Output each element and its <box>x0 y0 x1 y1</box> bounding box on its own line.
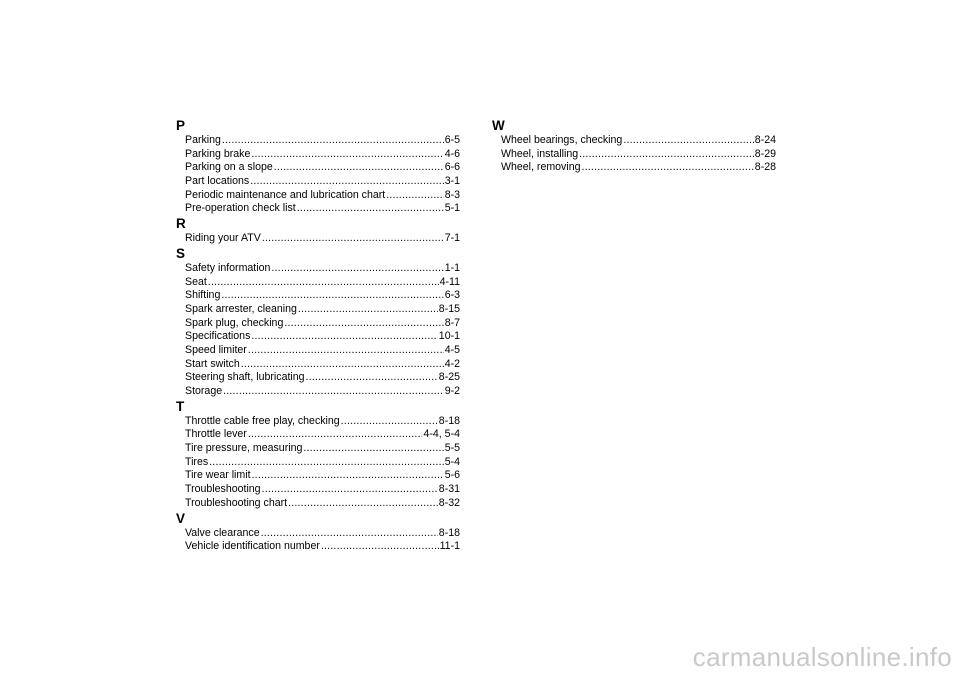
index-entry-label: Wheel, installing <box>501 147 579 160</box>
index-entry <box>176 371 460 385</box>
index-entry <box>492 161 776 175</box>
index-entry <box>176 175 460 189</box>
index-entry-page: 8-31 <box>438 483 460 496</box>
index-entry-label: Parking on a slope <box>185 161 273 174</box>
index-entry <box>176 527 460 541</box>
dot-leader <box>223 385 444 399</box>
index-entry-label: Specifications <box>185 330 251 343</box>
index-entry <box>176 415 460 429</box>
index-entry <box>176 483 460 497</box>
index-entry-page: 8-18 <box>438 526 460 539</box>
dot-leader <box>341 415 438 429</box>
index-letter-heading: P <box>176 118 186 133</box>
index-entry <box>176 262 460 276</box>
dot-leader <box>250 175 444 189</box>
index-entry-label: Storage <box>185 385 223 397</box>
dot-leader <box>284 317 443 331</box>
index-entry <box>176 303 460 317</box>
index-entry-label: Wheel bearings, checking <box>501 134 623 146</box>
index-entry <box>176 540 460 554</box>
index-entry-page: 1-1 <box>444 261 460 274</box>
index-entry <box>176 202 460 216</box>
index-entry-label: Start switch <box>185 357 240 370</box>
dot-leader <box>209 456 444 470</box>
index-entry-label: Troubleshooting <box>185 483 261 496</box>
dot-leader <box>274 161 444 175</box>
index-entry <box>176 358 460 372</box>
index-letter-heading: T <box>176 398 185 414</box>
dot-leader <box>306 371 438 385</box>
index-entry-label: Spark plug, checking <box>185 316 284 329</box>
index-entry-label: Troubleshooting chart <box>185 496 288 509</box>
index-entry-page: 6-6 <box>444 161 460 174</box>
index-entry-page: 8-24 <box>754 134 776 146</box>
index-entry-page: 4-2 <box>444 357 460 370</box>
index-entry-label: Vehicle identification number <box>185 540 320 553</box>
dot-leader <box>248 428 423 442</box>
index-entry-label: Pre-operation check list <box>185 202 296 215</box>
dot-leader <box>321 540 439 554</box>
dot-leader <box>271 262 443 276</box>
index-entry-page: 10-1 <box>438 330 460 343</box>
index-entry-page: 4-6 <box>444 147 460 160</box>
index-entry-label: Riding your ATV <box>185 232 261 245</box>
index-entry <box>176 148 460 162</box>
index-column-right <box>492 118 776 175</box>
index-entry <box>176 161 460 175</box>
index-entry-page: 4-4, 5-4 <box>423 428 460 441</box>
index-entry-page: 8-25 <box>438 371 460 384</box>
index-entry-page: 4-11 <box>439 275 460 288</box>
index-entry-page: 9-2 <box>444 385 460 397</box>
index-entry-label: Tires <box>185 455 209 468</box>
index-entry <box>176 189 460 203</box>
index-entry <box>176 456 460 470</box>
index-entry-page: 8-29 <box>754 147 776 160</box>
index-entry-page: 11-1 <box>439 540 460 553</box>
index-entry-page: 8-3 <box>444 188 460 201</box>
dot-leader <box>298 303 438 317</box>
index-entry-page: 5-1 <box>444 202 460 215</box>
index-entry-label: Tire pressure, measuring <box>185 442 303 455</box>
index-letter-heading: V <box>176 510 186 526</box>
index-entry-page: 8-7 <box>444 316 460 329</box>
index-entry-page: 5-6 <box>444 469 460 482</box>
dot-leader <box>252 469 444 483</box>
index-entry-label: Seat <box>185 275 207 288</box>
index-entry <box>492 134 776 148</box>
index-entry-page: 8-32 <box>438 496 460 509</box>
index-entry-label: Spark arrester, cleaning <box>185 302 297 315</box>
watermark-text: carmanualsonline.info <box>692 642 952 672</box>
index-letter-heading: W <box>492 118 505 133</box>
dot-leader <box>303 442 443 456</box>
dot-leader <box>251 148 443 162</box>
index-entry-label: Wheel, removing <box>501 161 581 174</box>
index-entry <box>176 134 460 148</box>
dot-leader <box>251 330 437 344</box>
index-entry-label: Safety information <box>185 261 271 274</box>
index-entry <box>492 148 776 162</box>
index-entry <box>176 330 460 344</box>
dot-leader <box>581 161 753 175</box>
index-entry-page: 6-5 <box>444 134 460 146</box>
dot-leader <box>288 497 438 511</box>
dot-leader <box>221 289 443 303</box>
dot-leader <box>208 276 439 290</box>
index-entry-label: Part locations <box>185 175 250 188</box>
index-entry <box>176 276 460 290</box>
index-entry-page: 6-3 <box>444 289 460 302</box>
index-entry-label: Periodic maintenance and lubrication chart <box>185 188 386 201</box>
dot-leader <box>297 202 444 216</box>
index-entry <box>176 289 460 303</box>
index-entry-label: Parking <box>185 134 221 146</box>
index-entry <box>176 385 460 399</box>
index-letter-heading: S <box>176 245 186 261</box>
index-entry <box>176 317 460 331</box>
index-entry <box>176 442 460 456</box>
index-entry <box>176 428 460 442</box>
index-entry-label: Valve clearance <box>185 526 260 539</box>
dot-leader <box>241 358 444 372</box>
dot-leader <box>386 189 443 203</box>
index-entry-label: Steering shaft, lubricating <box>185 371 305 384</box>
index-entry-page: 7-1 <box>444 232 460 245</box>
index-entry-page: 8-15 <box>438 302 460 315</box>
dot-leader <box>623 134 753 148</box>
index-letter-heading: R <box>176 216 186 232</box>
dot-leader <box>261 527 438 541</box>
index-entry-page: 5-4 <box>444 455 460 468</box>
dot-leader <box>222 134 444 148</box>
index-entry-page: 3-1 <box>444 175 460 188</box>
index-entry <box>176 344 460 358</box>
index-entry <box>176 497 460 511</box>
index-entry-page: 8-28 <box>754 161 776 174</box>
index-entry <box>176 232 460 246</box>
index-entry-label: Tire wear limit <box>185 469 251 482</box>
index-entry-label: Parking brake <box>185 147 251 160</box>
index-entry-page: 8-18 <box>438 414 460 427</box>
dot-leader <box>262 232 444 246</box>
index-entry-label: Speed limiter <box>185 343 247 356</box>
index-entry-page: 5-5 <box>444 442 460 455</box>
index-entry-label: Throttle lever <box>185 428 247 441</box>
index-entry-page: 4-5 <box>444 343 460 356</box>
dot-leader <box>579 148 754 162</box>
index-entry-label: Throttle cable free play, checking <box>185 414 340 427</box>
index-entry-label: Shifting <box>185 289 221 302</box>
index-column-left <box>176 118 460 554</box>
index-entry <box>176 469 460 483</box>
dot-leader <box>248 344 444 358</box>
dot-leader <box>262 483 438 497</box>
